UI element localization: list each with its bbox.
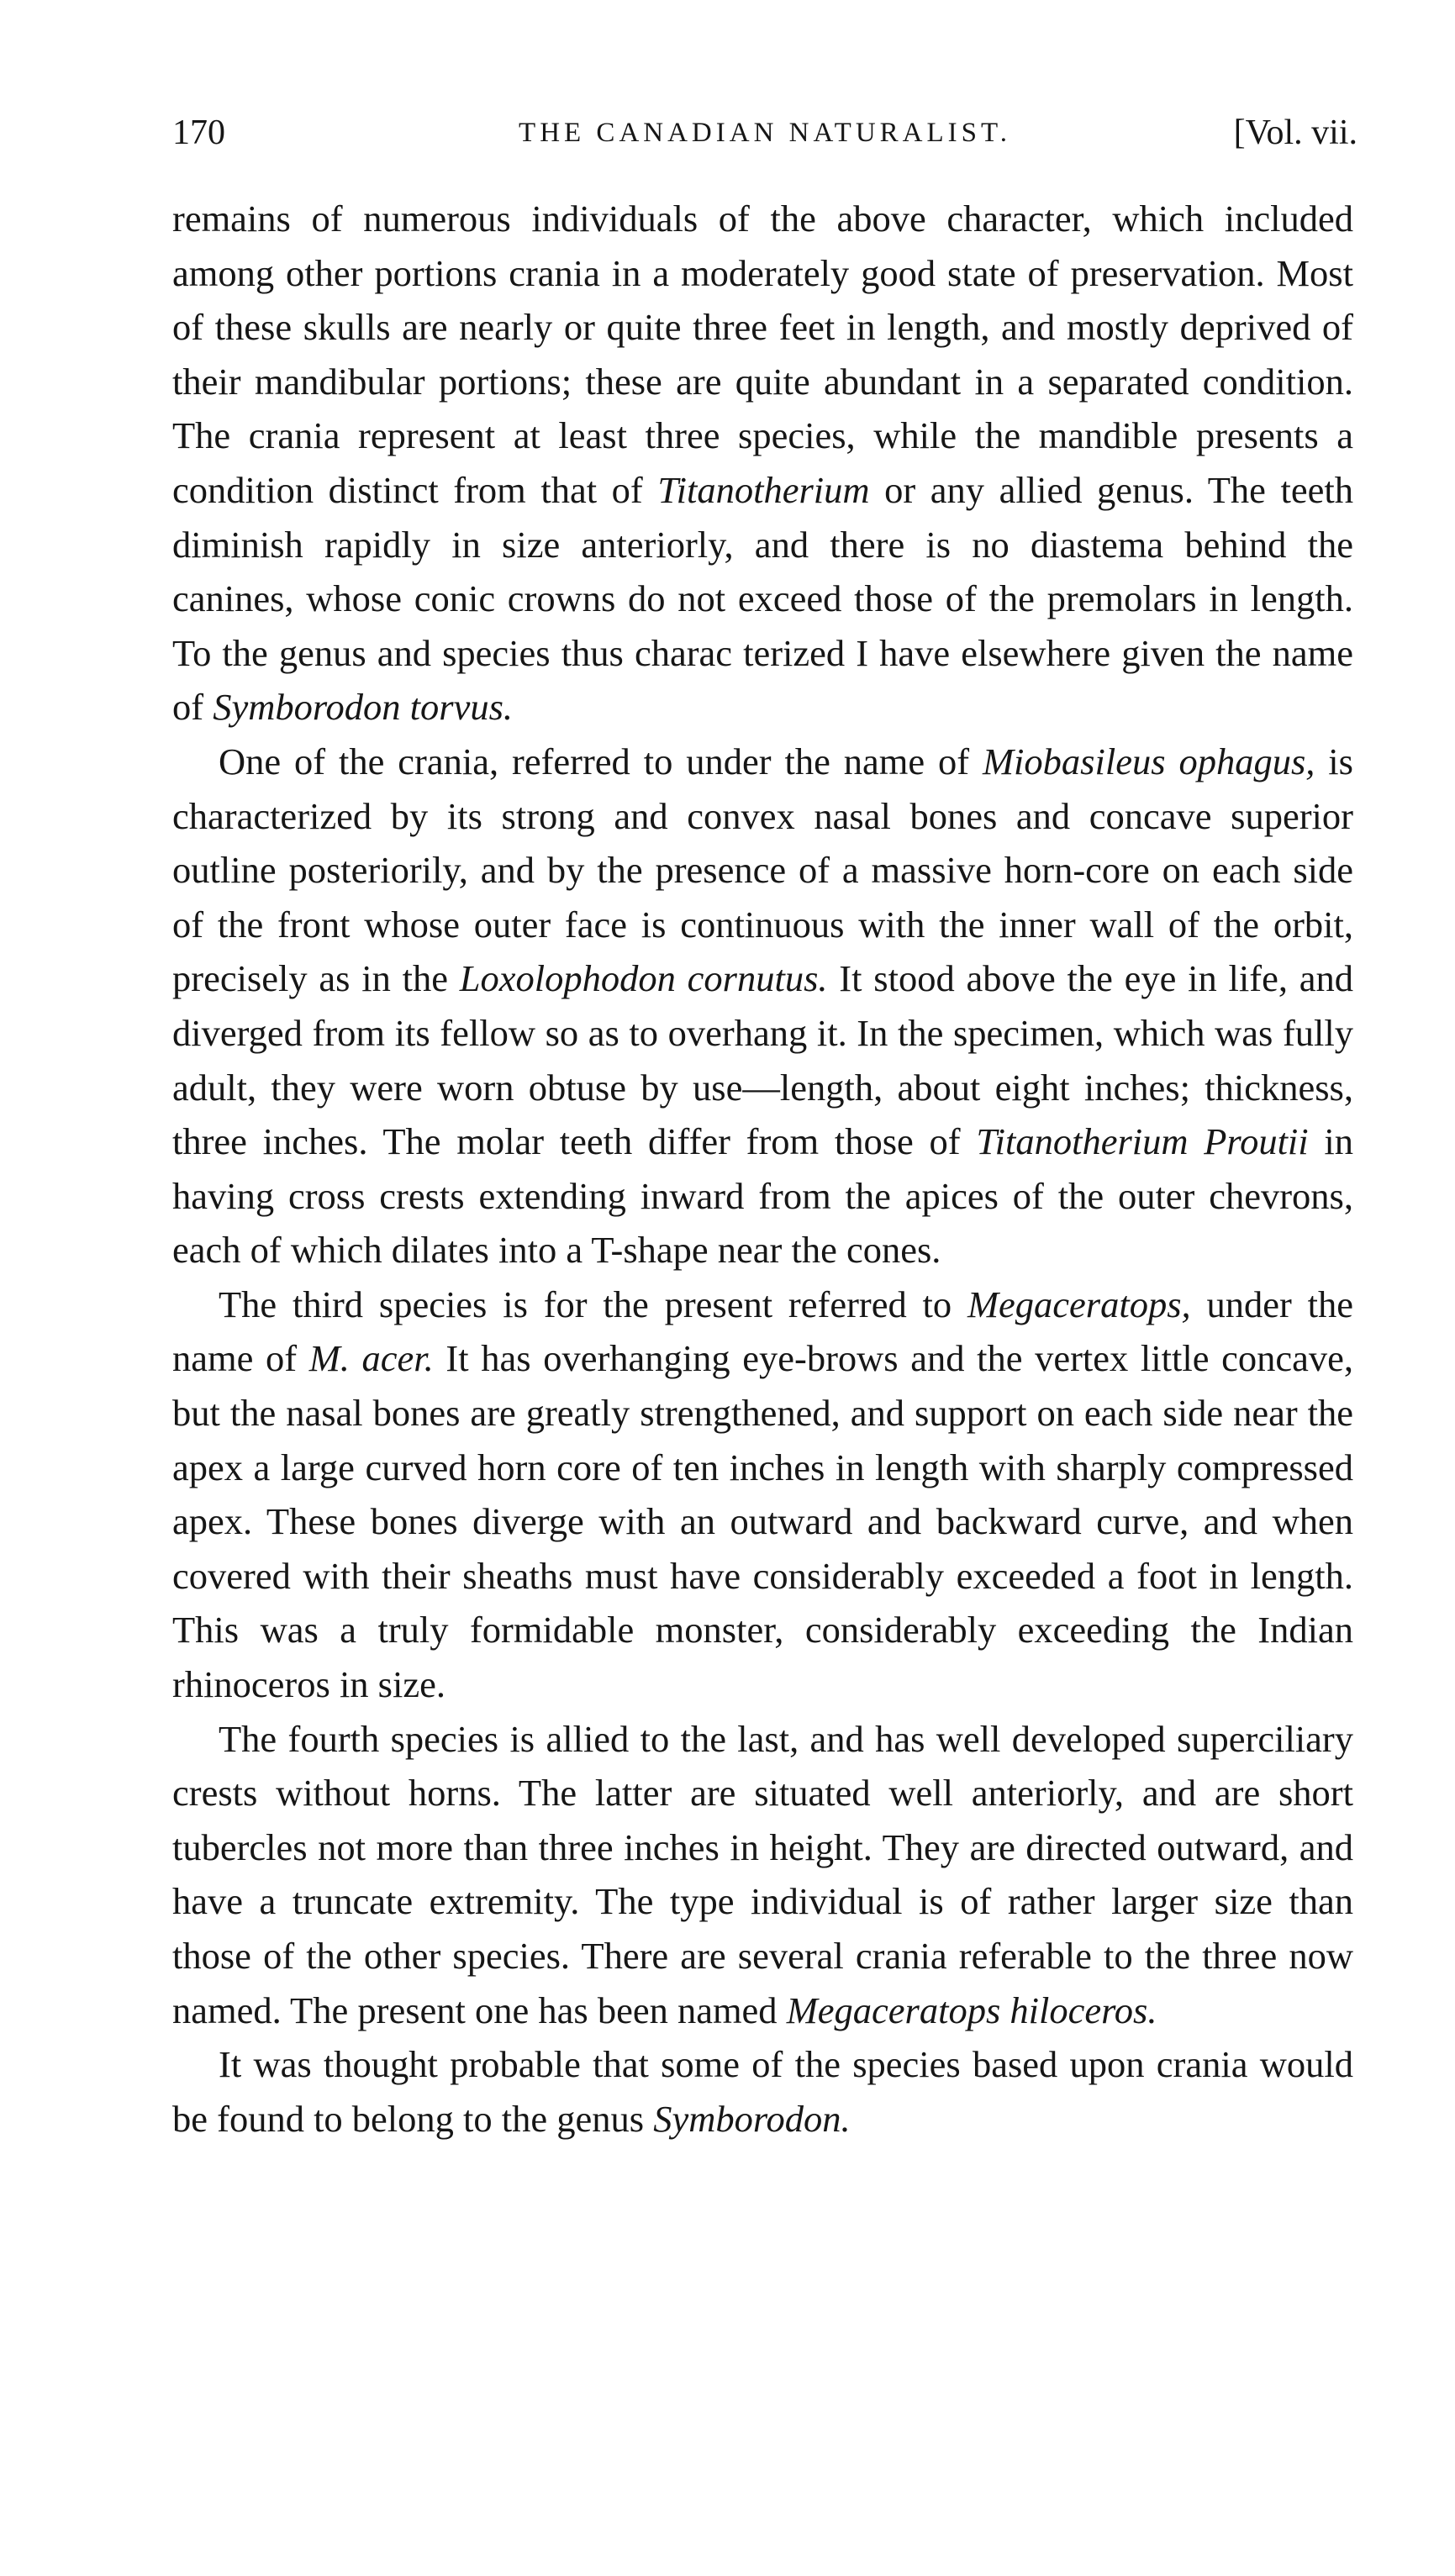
italic-run: M. acer.	[308, 1337, 434, 1380]
paragraph	[172, 735, 1353, 1277]
page-header	[172, 108, 1357, 158]
text-run: It has overhanging eye-brows and the vertex little concave, but the nasal bones are greatly strengthened, and support on each side near the apex a large curved horn core of ten inches in length with sharply compressed apex. These bones diverge with an outward and backward curve, and when covered with their sheaths must have considerably exceeded a foot in length. This was a truly formidable monster, considerably exceeding the Indian rhinoceros in size.	[172, 1337, 1353, 1706]
text-run: It stood above the eye in life, and diverged from its fellow so as to overhang it. In the specimen, which was fully adult, they were worn obtuse by use—length, about eight inches; thickness, three inches. The molar teeth differ from those of	[172, 957, 1353, 1163]
italic-run: Symborodon.	[653, 2097, 851, 2140]
volume-label: [Vol. vii.	[1233, 113, 1357, 152]
paragraph	[172, 192, 1353, 735]
text-run: It was thought probable that some of the species based upon crania would be found to belong to the genus	[172, 2043, 1353, 2140]
text-run: in having cross crests extending inward from the apices of the outer chevrons, each of which dilates into a T-shape near the cones.	[172, 1120, 1353, 1272]
paragraph	[172, 2037, 1353, 2146]
body-text	[172, 192, 1353, 2146]
italic-run: Loxolophodon cornutus.	[459, 957, 828, 1000]
italic-run: Miobasileus ophagus,	[982, 740, 1315, 782]
text-run: The third species is for the present referred to	[219, 1283, 967, 1325]
text-run: One of the crania, referred to under the name of	[219, 740, 983, 782]
text-run: remains of numerous individuals of the above character, which included among other portions crania in a moderately good state of preservation. Most of these skulls are nearly or quite three feet in length, and mostly deprived of their mandibular portions; these are quite abundant in a separated condition. The crania represent at least three species, while the mandible presents a condition distinct from that of	[172, 198, 1353, 511]
italic-run: Titanotherium	[657, 468, 870, 511]
italic-run: Titanotherium Proutii	[976, 1120, 1309, 1163]
italic-run: Megaceratops hiloceros.	[786, 1989, 1157, 2031]
text-run: The fourth species is allied to the last, and has well developed superciliary crests without horns. The latter are situated well anteriorly, and are short tubercles not more than three inches in height. They are directed outward, and have a truncate extremity. The type individual is of rather larger size than those of the other species. There are several crania referable to the three now named. The present one has been named	[172, 1717, 1353, 2031]
italic-run: Megaceratops,	[967, 1283, 1191, 1325]
page-number: 170	[172, 113, 225, 152]
italic-run: Symborodon torvus.	[213, 686, 514, 729]
text-run: is characterized by its strong and convex nasal bones and concave superior outline posteriorily, and by the presence of a massive horn-core on each side of the front whose outer face is continuous with the inner wall of the orbit, precisely as in the	[172, 740, 1353, 1000]
paragraph	[172, 1277, 1353, 1712]
paragraph	[172, 1712, 1353, 2038]
text-run: under the name of	[172, 1283, 1354, 1380]
running-title: THE CANADIAN NATURALIST.	[519, 118, 1011, 148]
text-run: or any allied genus. The teeth diminish rapidly in size anteriorly, and there is no diastema behind the canines, whose conic crowns do not exceed those of the premolars in length. To the genus and species thus charac terized I have elsewhere given the name of	[172, 468, 1353, 729]
